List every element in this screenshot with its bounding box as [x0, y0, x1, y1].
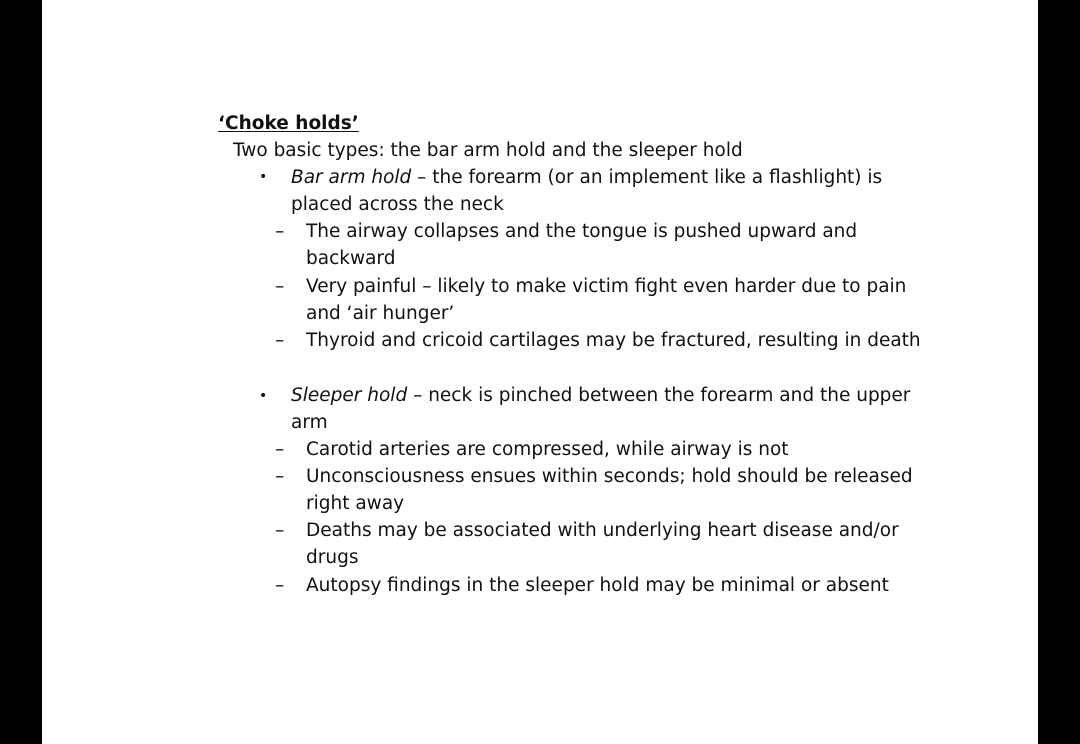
section-heading-line: [291, 166, 882, 190]
document-body: [42, 0, 1038, 744]
document-page: [42, 0, 1038, 744]
section-text-line1: – neck is pinched between the forearm and the upper: [407, 385, 911, 406]
document-title: ‘Choke holds’: [218, 113, 359, 134]
dash-marker: –: [275, 221, 285, 242]
dash-marker: –: [275, 439, 285, 460]
list-item-continuation: backward: [306, 248, 396, 269]
list-item: Carotid arteries are compressed, while airway is not: [306, 439, 789, 460]
dash-marker: –: [275, 276, 285, 297]
list-item: Thyroid and cricoid cartilages may be fractured, resulting in death: [306, 330, 921, 351]
list-item: Autopsy findings in the sleeper hold may be minimal or absent: [306, 575, 889, 596]
intro-text: Two basic types: the bar arm hold and the sleeper hold: [233, 140, 743, 161]
dash-marker: –: [275, 330, 285, 351]
list-item: Very painful – likely to make victim fight even harder due to pain: [306, 276, 907, 297]
list-item: The airway collapses and the tongue is pushed upward and: [306, 221, 858, 242]
bullet-marker: •: [259, 169, 268, 185]
list-item-continuation: drugs: [306, 547, 359, 568]
section-term: Sleeper hold: [291, 385, 408, 406]
section-text-line2: placed across the neck: [291, 194, 504, 215]
section-term: Bar arm hold: [291, 167, 412, 188]
list-item-continuation: and ‘air hunger’: [306, 303, 455, 324]
section-text-line2: arm: [291, 412, 328, 433]
dash-marker: –: [275, 575, 285, 596]
list-item: Deaths may be associated with underlying heart disease and/or: [306, 520, 899, 541]
dash-marker: –: [275, 466, 285, 487]
section-heading-line: [291, 384, 910, 408]
section-text-line1: – the forearm (or an implement like a flashlight) is: [411, 167, 883, 188]
dash-marker: –: [275, 520, 285, 541]
list-item-continuation: right away: [306, 493, 405, 514]
list-item: Unconsciousness ensues within seconds; hold should be released: [306, 466, 913, 487]
bullet-marker: •: [259, 388, 268, 404]
